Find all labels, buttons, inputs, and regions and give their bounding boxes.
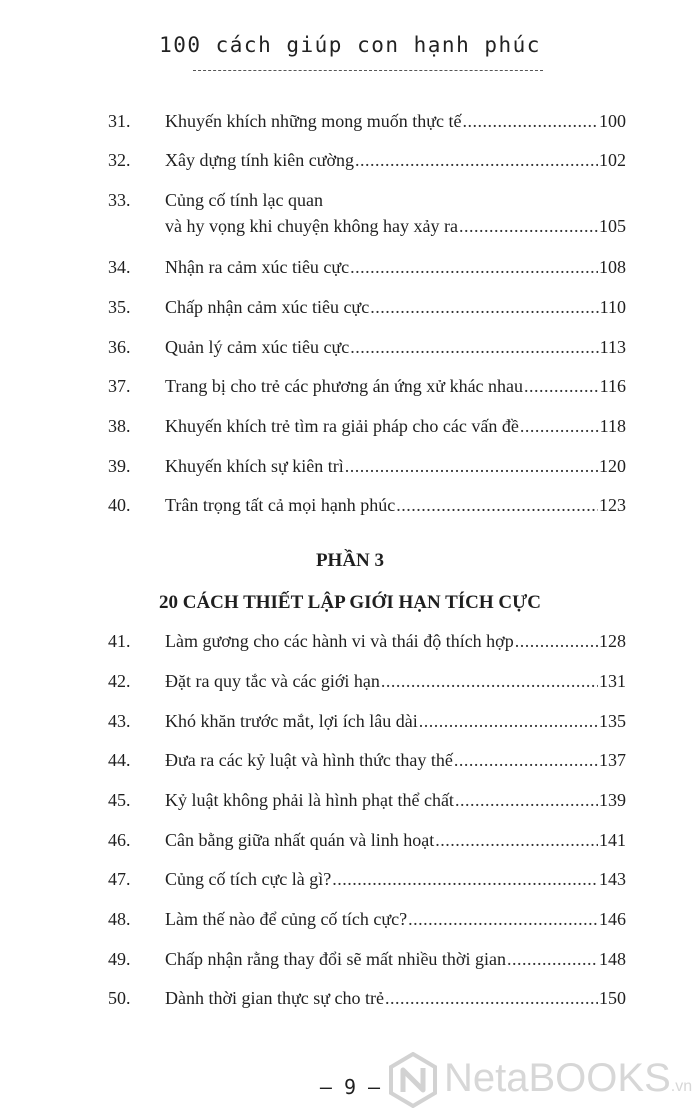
toc-entry-title: Dành thời gian thực sự cho trẻ [165, 988, 384, 1008]
toc-entry-page: 135 [599, 711, 626, 731]
toc-entry-title: Khuyến khích những mong muốn thực tế [165, 111, 462, 131]
watermark [388, 1050, 693, 1110]
toc-entry-page: 105 [599, 216, 626, 236]
toc-entry-page: 123 [599, 495, 626, 515]
toc-entry-number: 42. [108, 671, 131, 691]
toc-entry-title: Làm thế nào để củng cố tích cực? [165, 909, 408, 929]
toc-entry-title: Củng cố tích cực là gì? [165, 869, 332, 889]
leader-dots [435, 827, 598, 853]
toc-entry-page: 150 [599, 988, 626, 1008]
leader-dots [355, 147, 598, 173]
toc-entry-page: 108 [599, 257, 626, 277]
page-number: – 9 – [319, 1075, 381, 1099]
toc-entry-title: Khó khăn trước mắt, lợi ích lâu dài [165, 711, 418, 731]
toc-entry-page: 116 [599, 376, 626, 396]
toc-entry-page: 131 [599, 671, 626, 691]
toc-entry-page: 102 [599, 150, 626, 170]
toc-entry-page: 118 [599, 416, 626, 436]
leader-dots [459, 213, 598, 239]
toc-entry-title: Quản lý cảm xúc tiêu cực [165, 337, 350, 357]
toc-entry-page: 143 [599, 869, 626, 889]
toc-entry-number: 41. [108, 631, 131, 651]
leader-dots [370, 294, 598, 320]
leader-dots [396, 492, 598, 518]
toc-entry-number: 36. [108, 337, 131, 357]
watermark-brand: NetaBOOKS.vn [444, 1056, 693, 1100]
leader-dots [507, 946, 598, 972]
toc-entry-number: 50. [108, 988, 131, 1008]
leader-dots [345, 453, 598, 479]
leader-dots [350, 254, 598, 280]
toc-entry-title: Chấp nhận rằng thay đổi sẽ mất nhiều thời gian [165, 949, 506, 969]
header-dashed-rule [193, 70, 543, 71]
leader-dots [381, 668, 598, 694]
toc-entry-number: 33. [108, 190, 131, 210]
toc-entry-page: 113 [599, 337, 626, 357]
toc-entry-page: 139 [599, 790, 626, 810]
toc-entry-number: 40. [108, 495, 131, 515]
toc-entry-number: 48. [108, 909, 131, 929]
toc-entry-number: 34. [108, 257, 131, 277]
toc-entry-title: Kỷ luật không phải là hình phạt thể chất [165, 790, 454, 810]
toc-entry-number: 44. [108, 750, 131, 770]
toc-entry-page: 141 [599, 830, 626, 850]
toc-entry-title: Khuyến khích sự kiên trì [165, 456, 344, 476]
toc-entry-title-line1: Củng cố tính lạc quan [165, 190, 323, 210]
toc-entry-page: 137 [599, 750, 626, 770]
toc-entry-page: 148 [599, 949, 626, 969]
leader-dots [408, 906, 598, 932]
section-heading: 20 CÁCH THIẾT LẬP GIỚI HẠN TÍCH CỰC [158, 592, 541, 613]
toc-entry-title: Nhận ra cảm xúc tiêu cực [165, 257, 350, 277]
toc-entry-page: 120 [599, 456, 626, 476]
leader-dots [462, 108, 598, 134]
toc-entry-title: Làm gương cho các hành vi và thái độ thích hợp [165, 631, 514, 651]
toc-entry-title: Xây dựng tính kiên cường [165, 150, 354, 170]
leader-dots [385, 985, 598, 1011]
running-header-title: 100 cách giúp con hạnh phúc [159, 33, 541, 57]
toc-entry-title: Trân trọng tất cả mọi hạnh phúc [165, 495, 396, 515]
toc-entry-title: Đặt ra quy tắc và các giới hạn [165, 671, 380, 691]
leader-dots [455, 787, 598, 813]
toc-entry-page: 110 [599, 297, 626, 317]
toc-entry-number: 43. [108, 711, 131, 731]
leader-dots [524, 373, 599, 399]
toc-entry-number: 31. [108, 111, 131, 131]
toc-entry-number: 37. [108, 376, 131, 396]
toc-entry-number: 46. [108, 830, 131, 850]
leader-dots [515, 628, 598, 654]
toc-entry-page: 146 [599, 909, 626, 929]
toc-entry-title: Cân bằng giữa nhất quán và linh hoạt [165, 830, 435, 850]
toc-entry-number: 38. [108, 416, 131, 436]
leader-dots [454, 747, 598, 773]
toc-entry-title: Khuyến khích trẻ tìm ra giải pháp cho các vấn đề [165, 416, 519, 436]
toc-entry-title: Trang bị cho trẻ các phương án ứng xử khác nhau [165, 376, 524, 396]
toc-entry-number: 47. [108, 869, 131, 889]
toc-entry-number: 35. [108, 297, 131, 317]
leader-dots [419, 708, 598, 734]
leader-dots [350, 334, 598, 360]
toc-entry-number: 39. [108, 456, 131, 476]
toc-entry-number: 32. [108, 150, 131, 170]
toc-entry-number: 45. [108, 790, 131, 810]
leader-dots [520, 413, 599, 439]
leader-dots [332, 866, 598, 892]
toc-entry-page: 100 [599, 111, 626, 131]
toc-entry-title: Đưa ra các kỷ luật và hình thức thay thế [165, 750, 453, 770]
watermark-suffix: .vn [670, 1078, 693, 1095]
netabooks-logo-icon [388, 1052, 438, 1108]
toc-entry-number: 49. [108, 949, 131, 969]
toc-entry-page: 128 [599, 631, 626, 651]
toc-entry-title: Chấp nhận cảm xúc tiêu cực [165, 297, 370, 317]
section-part-label: PHẦN 3 [315, 550, 385, 571]
toc-entry-title: và hy vọng khi chuyện không hay xảy ra [165, 216, 458, 236]
